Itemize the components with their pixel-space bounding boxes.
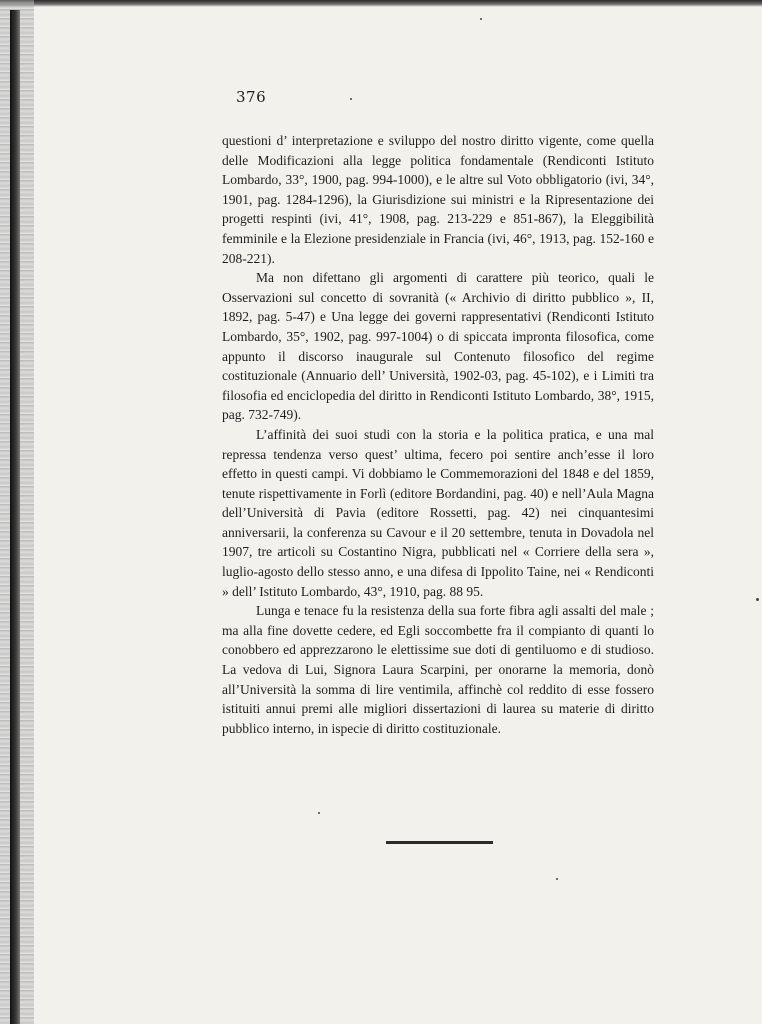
scan-speck [350,98,352,100]
page-number: 376 [236,88,267,106]
scan-speck [756,598,759,601]
paragraph-3: L’affinità dei suoi studi con la storia e la politica pratica, e una mal repressa tendenza verso quest’ ultima, fecero poi sentire anch’esse il loro effetto in questi campi. Vi dobbiamo le Commemorazioni del 1848 e del 1859, tenute rispettivamente in Forlì (editore Bordandini, pag. 40) e nell’Aula Magna dell’Università di Pavia (editore Rossetti, pag. 42) nei cinquantesimi anniversarii, la conferenza su Cavour e il 20 settembre, tenuta in Dovadola nel 1907, tre articoli su Costantino Nigra, pubblicati nel « Corriere della sera », luglio-agosto dello stesso anno, e una difesa di Ippolito Taine, nei « Rendiconti » dell’ Istituto Lombardo, 43°, 1910, pag. 88 95. [222,426,654,599]
scan-speck [480,18,482,20]
paragraph-1: questioni d’ interpretazione e sviluppo del nostro diritto vigente, come quella delle Modificazioni alla legge politica fondamentale (Rendiconti Istituto Lombardo, 33°, 1900, pag. 994-1000), e le altre sul Voto obbligatorio (ivi, 34°, 1901, pag. 1284-1296), la Giurisdizione sui ministri e la Ripresentazione dei progetti respinti (ivi, 41°, 1908, pag. 213-229 e 851-867), la Eleggibilità femminile e la Elezione presidenziale in Francia (ivi, 46°, 1913, pag. 152-160 e 208-221). [222,133,654,266]
closing-rule [386,841,493,844]
page-body [222,131,654,738]
paragraph-4: Lunga e tenace fu la resistenza della sua forte fibra agli assalti del male ; ma alla fine dovette cedere, ed Egli soccombette fra il compianto di quanti lo conobbero ed apprezzarono le elettissime sue doti di gentiluomo e di studioso. La vedova di Lui, Signora Laura Scarpini, per onorarne la memoria, donò all’Università la somma di lire ventimila, affinchè col reddito di esse fossero istituiti annui premi alle migliori dissertazioni di laurea su materie di diritto pubblico interno, in ispecie di diritto costituzionale. [222,603,654,736]
scan-speck [556,878,558,880]
paragraph-2: Ma non difettano gli argomenti di carattere più teorico, quali le Osservazioni sul concetto di sovranità (« Archivio di diritto pubblico », II, 1892, pag. 5-47) e Una legge dei governi rappresentativi (Rendiconti Istituto Lombardo, 35°, 1902, pag. 997-1004) o di spiccata impronta filosofica, come appunto il discorso inaugurale sul Contenuto filosofico del regime costituzionale (Annuario dell’ Università, 1902-03, pag. 45-102), e i Limiti tra filosofia ed enciclopedia del diritto in Rendiconti Istituto Lombardo, 38°, 1915, pag. 732-749). [222,270,654,423]
scan-speck [318,812,320,814]
scan-top-edge [0,0,762,7]
scan-binding-edge [10,10,20,1024]
